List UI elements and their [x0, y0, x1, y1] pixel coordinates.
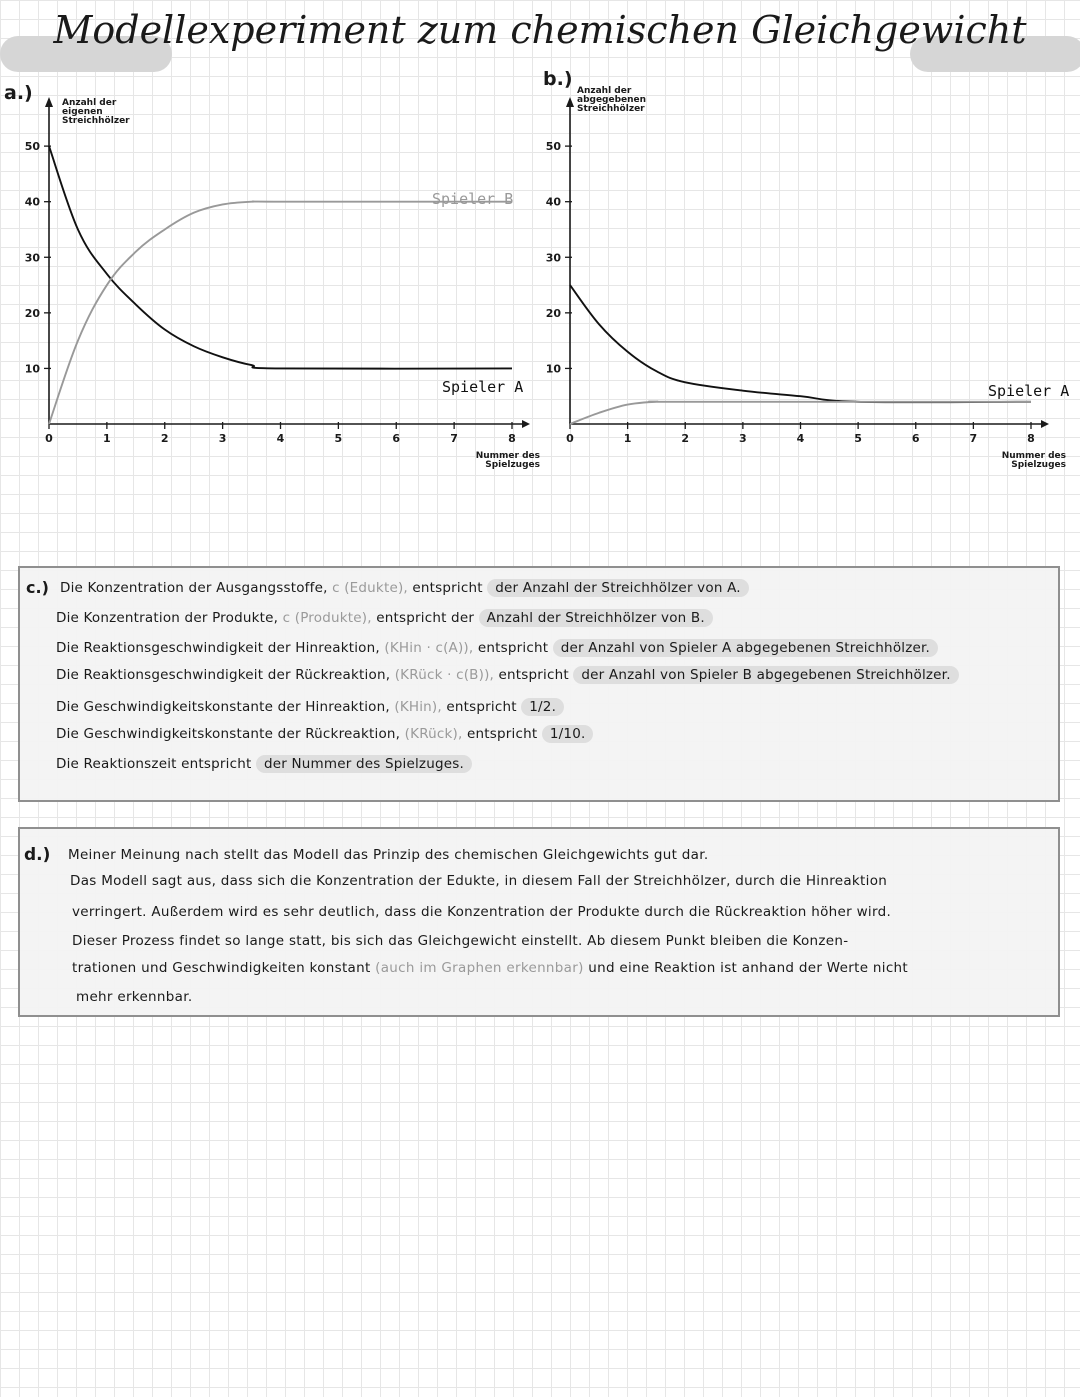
part-c-row-hl: 1/10. — [542, 725, 594, 743]
x-tick-label: 2 — [160, 432, 169, 445]
part-c-row-grey: c (Edukte), — [332, 580, 408, 596]
x-tick-label: 1 — [103, 432, 111, 445]
part-c-row-grey: (KHin), — [394, 699, 442, 715]
x-tick-label: 4 — [276, 432, 285, 445]
y-tick-label: 30 — [24, 251, 40, 265]
part-c-label: c.) — [26, 578, 49, 597]
x-axis-arrow — [1041, 420, 1049, 428]
part-c-row-hl: der Anzahl von Spieler B abgegebenen Streichhölzer. — [573, 666, 958, 684]
part-d-line-5-grey: (auch im Graphen erkennbar) — [375, 960, 584, 976]
part-c-row-mid: entspricht — [467, 726, 538, 742]
part-c-row-grey: (KHin · c(A)), — [384, 640, 474, 656]
y-tick-label: 20 — [24, 306, 40, 320]
part-c-row-hl: der Nummer des Spielzuges. — [256, 755, 472, 773]
part-c-row-pre: Die Konzentration der Produkte, — [56, 610, 279, 626]
part-c-row — [56, 667, 959, 683]
part-c-row-mid: entspricht — [477, 640, 549, 656]
part-d-line-4: Dieser Prozess findet so lange statt, bis sich das Gleichgewicht einstellt. Ab diesem Punkt bleiben die Konzen- — [72, 933, 849, 949]
x-axis-title-line: Nummer des — [475, 451, 540, 461]
part-c-row-hl: der Anzahl der Streichhölzer von A. — [487, 579, 749, 597]
page-title: Modellexperiment zum chemischen Gleichgewicht — [53, 8, 1027, 52]
part-c-row-pre: Die Reaktionszeit entspricht — [56, 756, 252, 772]
part-c-row-hl: der Anzahl von Spieler A abgegebenen Streichhölzer. — [553, 639, 938, 657]
part-d-line-5-b: und eine Reaktion ist anhand der Werte nicht — [588, 960, 908, 976]
x-axis-title-line: Spielzuges — [1011, 460, 1066, 470]
part-c-row-grey: (KRück), — [404, 726, 463, 742]
x-tick-label: 4 — [796, 432, 805, 445]
part-c-row-grey: c (Produkte), — [282, 610, 372, 626]
x-axis-title-line: Spielzuges — [485, 460, 540, 470]
part-c-row-mid: entspricht — [412, 580, 483, 596]
x-tick-label: 8 — [1027, 432, 1035, 445]
part-c-row-hl: Anzahl der Streichhölzer von B. — [479, 609, 713, 627]
x-tick-label: 6 — [392, 432, 401, 445]
series-label: Spieler B — [432, 190, 514, 208]
y-axis-title-line: Anzahl der — [62, 98, 117, 108]
x-tick-label: 3 — [739, 432, 747, 445]
part-c-row — [56, 640, 938, 656]
part-d-line-5-a: trationen und Geschwindigkeiten konstant — [72, 960, 371, 976]
part-d-line-6: mehr erkennbar. — [76, 989, 193, 1005]
x-tick-label: 0 — [45, 432, 53, 445]
series-label: Spieler A — [442, 378, 524, 396]
x-tick-label: 6 — [911, 432, 920, 445]
x-tick-label: 7 — [969, 432, 978, 445]
x-tick-label: 7 — [450, 432, 458, 445]
y-axis-title-line: abgegebenen — [577, 95, 647, 105]
part-d-label: d.) — [24, 845, 51, 865]
x-tick-label: 5 — [334, 432, 343, 445]
part-d-line-1: Meiner Meinung nach stellt das Modell das Prinzip des chemischen Gleichgewichts gut dar. — [68, 847, 709, 863]
series-label: Spieler A — [988, 382, 1070, 400]
y-tick-label: 10 — [545, 362, 561, 376]
part-c-row — [56, 610, 713, 626]
y-axis-title-line: eigenen — [62, 107, 103, 117]
x-tick-label: 0 — [566, 432, 574, 445]
part-c-row-grey: (KRück · c(B)), — [394, 667, 495, 683]
part-c-row-mid: entspricht der — [376, 610, 475, 626]
part-c-row-mid: entspricht — [446, 699, 517, 715]
y-tick-label: 20 — [545, 306, 561, 320]
y-tick-label: 40 — [24, 195, 40, 209]
part-b-label: b.) — [543, 68, 573, 90]
part-c-row-pre: Die Konzentration der Ausgangsstoffe, — [60, 580, 328, 596]
part-c-row-mid: entspricht — [498, 667, 569, 683]
x-tick-label: 5 — [854, 432, 862, 445]
series-line — [570, 402, 1031, 424]
chart-b — [0, 0, 1080, 500]
x-tick-label: 8 — [508, 432, 516, 445]
part-d-line-5 — [72, 960, 908, 976]
part-c-row — [56, 726, 593, 742]
y-tick-label: 50 — [545, 140, 561, 154]
part-c-row-pre: Die Geschwindigkeitskonstante der Hinreaktion, — [56, 699, 390, 715]
x-tick-label: 1 — [623, 432, 632, 445]
y-tick-label: 30 — [545, 251, 561, 265]
x-tick-label: 2 — [681, 432, 690, 445]
part-c-row-hl: 1/2. — [521, 698, 564, 716]
part-c-row-pre: Die Reaktionsgeschwindigkeit der Hinreaktion, — [56, 640, 380, 656]
y-tick-label: 50 — [24, 140, 40, 154]
part-d-line-2: Das Modell sagt aus, dass sich die Konzentration der Edukte, in diesem Fall der Streichhölzer, durch die Hinreaktion — [70, 873, 888, 889]
y-axis-arrow — [566, 97, 574, 107]
x-axis-title-line: Nummer des — [1001, 451, 1066, 461]
part-c-row-pre: Die Geschwindigkeitskonstante der Rückreaktion, — [56, 726, 401, 742]
y-tick-label: 40 — [545, 195, 561, 209]
y-tick-label: 10 — [24, 362, 40, 376]
part-c-row-pre: Die Reaktionsgeschwindigkeit der Rückreaktion, — [56, 667, 391, 683]
y-axis-title-line: Streichhölzer — [577, 104, 645, 114]
series-line — [570, 285, 1031, 402]
part-c-row — [56, 756, 472, 772]
part-a-label: a.) — [4, 82, 33, 104]
x-tick-label: 3 — [218, 432, 227, 445]
part-d-box — [18, 827, 1060, 1017]
part-c-row — [60, 580, 749, 596]
part-c-row — [56, 699, 564, 715]
part-c-box — [18, 566, 1060, 802]
y-axis-title-line: Streichhölzer — [62, 116, 130, 126]
y-axis-title-line: Anzahl der — [577, 86, 632, 96]
part-d-line-3: verringert. Außerdem wird es sehr deutlich, dass die Konzentration der Produkte durch die Rückreaktion höher wird. — [72, 904, 892, 920]
